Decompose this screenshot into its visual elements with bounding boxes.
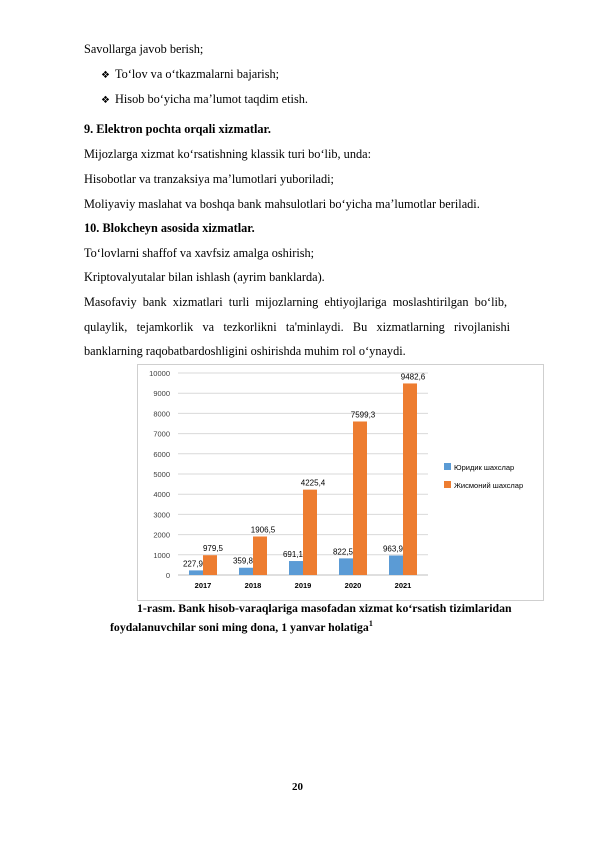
data-label: 359,8: [232, 556, 254, 566]
text-line: Hisobotlar va tranzaksiya ma’lumotlari yuboriladi;: [84, 172, 334, 186]
bar-chart: [137, 364, 544, 601]
data-label: 9482,6: [400, 372, 426, 382]
y-tick-label: 3000: [153, 510, 170, 520]
figure-caption-text: foydalanuvchilar soni ming dona, 1 yanvar holatiga: [110, 619, 369, 634]
x-tick-label: 2019: [294, 581, 312, 590]
x-tick-label: 2020: [344, 581, 362, 590]
bar-series1: [289, 561, 303, 575]
data-label: 7599,3: [350, 410, 376, 420]
y-tick-label: 4000: [153, 490, 170, 500]
x-tick-label: 2018: [244, 581, 262, 590]
bullet-text: To‘lov va o‘tkazmalarni bajarish;: [115, 67, 280, 81]
figure-caption-line2: [110, 619, 373, 635]
legend-label: Жисмоний шахслар: [454, 481, 524, 490]
section-heading-10: 10. Blokcheyn asosida xizmatlar.: [84, 221, 255, 235]
bar-series2: [253, 536, 267, 575]
bar-series1: [239, 568, 253, 575]
data-label: 963,9: [382, 544, 404, 554]
bullet-item: [101, 92, 308, 107]
chart-svg: [138, 365, 543, 600]
text-line: Mijozlarga xizmat ko‘rsatishning klassik turi bo‘lib, unda:: [84, 147, 371, 161]
y-tick-label: 0: [165, 571, 170, 580]
figure-caption-line1: 1-rasm. Bank hisob-varaqlariga masofadan xizmat ko‘rsatish tizimlaridan: [137, 601, 512, 615]
footnote-mark: 1: [368, 619, 373, 628]
bar-series1: [389, 556, 403, 575]
y-tick-label: 7000: [153, 429, 170, 439]
legend-label: Юридик шахслар: [454, 463, 515, 472]
diamond-bullet-icon: ❖: [101, 95, 110, 106]
y-tick-label: 9000: [153, 389, 170, 399]
data-label: 979,5: [202, 544, 224, 554]
data-label: 4225,4: [300, 478, 326, 488]
y-tick-label: 1000: [153, 550, 170, 560]
x-tick-label: 2017: [194, 581, 212, 590]
data-label: 227,9: [182, 559, 204, 569]
data-label: 822,5: [332, 547, 354, 557]
text-line: To‘lovlarni shaffof va xavfsiz amalga oshirish;: [84, 246, 315, 260]
bar-series2: [303, 490, 317, 575]
intro-line: Savollarga javob berish;: [84, 42, 204, 56]
bullet-item: [101, 67, 279, 82]
paragraph-text: qulaylik, tejamkorlik va tezkorlikni ta'minlaydi. Bu xizmatlarning rivojlanishi: [84, 320, 511, 334]
data-label: 691,1: [282, 550, 304, 560]
section-heading-9: 9. Elektron pochta orqali xizmatlar.: [84, 122, 271, 136]
y-tick-label: 10000: [149, 369, 170, 378]
bar-series2: [353, 421, 367, 575]
legend-swatch: [444, 463, 451, 470]
bar-series2: [203, 555, 217, 575]
x-tick-label: 2021: [394, 581, 412, 590]
bar-series2: [403, 383, 417, 575]
bullet-text: Hisob bo‘yicha ma’lumot taqdim etish.: [115, 92, 308, 106]
text-line: Moliyaviy maslahat va boshqa bank mahsulotlari bo‘yicha ma’lumotlar beriladi.: [84, 197, 480, 211]
paragraph-line: [84, 295, 570, 310]
y-tick-label: 8000: [153, 409, 170, 419]
bar-series1: [189, 570, 203, 575]
paragraph-text: Masofaviy bank xizmatlari turli mijozlarning ehtiyojlariga moslashtirilgan bo‘lib,: [84, 295, 508, 309]
y-tick-label: 2000: [153, 530, 170, 540]
paragraph-line: [84, 320, 510, 335]
bar-series1: [339, 558, 353, 575]
paragraph-line: banklarning raqobatbardoshligini oshirishda muhim rol o‘ynaydi.: [84, 344, 406, 358]
y-tick-label: 5000: [153, 470, 170, 479]
legend-swatch: [444, 481, 451, 488]
data-label: 1906,5: [250, 525, 276, 535]
text-line: Kriptovalyutalar bilan ishlash (ayrim banklarda).: [84, 270, 325, 284]
page-number: 20: [292, 781, 303, 793]
y-tick-label: 6000: [153, 449, 170, 459]
diamond-bullet-icon: ❖: [101, 70, 110, 81]
